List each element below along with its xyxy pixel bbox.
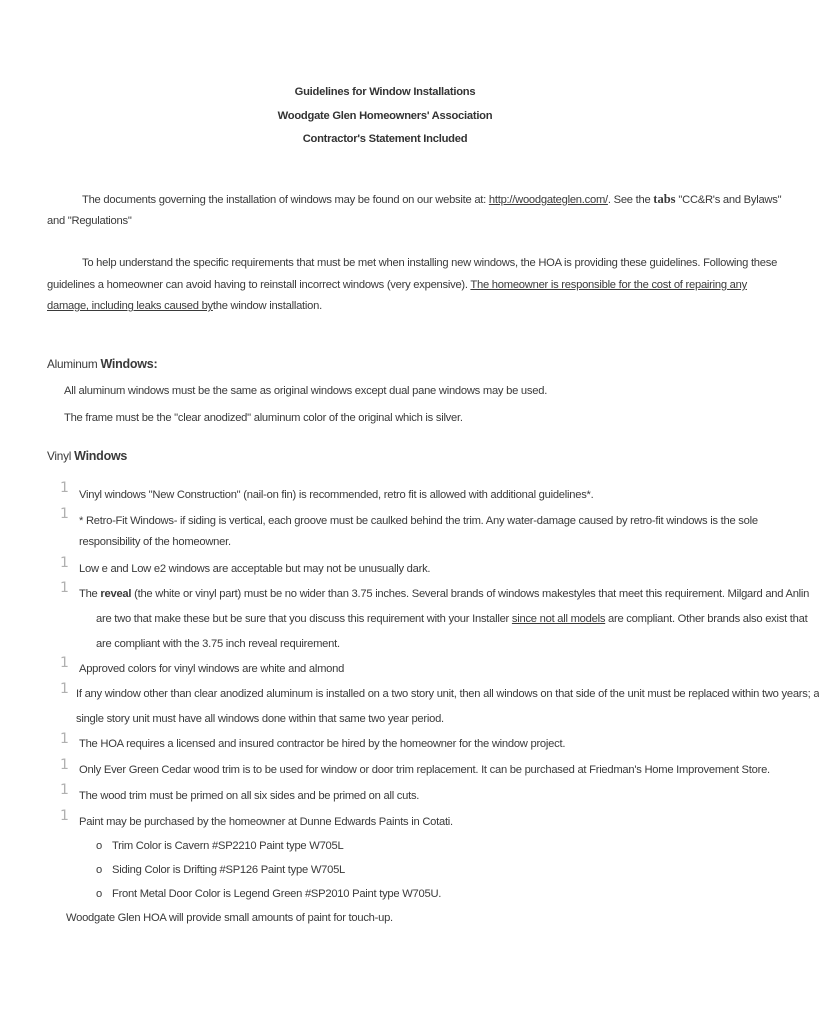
paint-siding-color: Siding Color is Drifting #SP126 Paint type W705L (112, 864, 346, 876)
intro-paragraph-1: The documents governing the installation of windows may be found on our website at: http://woodgateglen.com/. See the tabs "CC&R's and Bylaws" (82, 192, 782, 206)
vinyl-item-two-story: If any window other than clear anodized aluminum is installed on a two story unit, then all windows on that side of the unit must be replaced within two years; a (76, 688, 819, 700)
intro-paragraph-1-cont: and "Regulations" (47, 215, 132, 227)
aluminum-rule-2: The frame must be the "clear anodized" aluminum color of the original which is silver. (64, 412, 463, 424)
doc-title: Guidelines for Window Installations (294, 86, 476, 98)
vinyl-item-retrofit-cont: responsibility of the homeowner. (79, 536, 231, 548)
sub-bullet-marker: o (96, 840, 102, 852)
bullet-icon: 1 (60, 555, 69, 571)
bullet-icon: 1 (60, 808, 69, 824)
vinyl-item-wood-trim: Only Ever Green Cedar wood trim is to be used for window or door trim replacement. It can be purchased at Friedman's Home Improvement Store. (79, 764, 770, 776)
vinyl-item-reveal: The reveal (the white or vinyl part) must be no wider than 3.75 inches. Several brands of windows makestyles that meet this requirement. Milgard and Anlin (79, 588, 810, 600)
vinyl-item-low-e: Low e and Low e2 windows are acceptable but may not be unusually dark. (79, 563, 431, 575)
bullet-icon: 1 (60, 757, 69, 773)
vinyl-item-new-construction: Vinyl windows "New Construction" (nail-on fin) is recommended, retro fit is allowed with additional guidelines*. (79, 489, 594, 501)
aluminum-heading: Aluminum Windows: (47, 357, 158, 371)
bullet-icon: 1 (60, 782, 69, 798)
vinyl-item-two-story-cont: single story unit must have all windows done within that same two year period. (76, 713, 444, 725)
vinyl-item-colors: Approved colors for vinyl windows are white and almond (79, 663, 345, 675)
intro-paragraph-2-line2: guidelines a homeowner can avoid having to reinstall incorrect windows (very expensive). The homeowner is responsible for the cost of repairing any (47, 279, 747, 291)
aluminum-rule-1: All aluminum windows must be the same as original windows except dual pane windows may be used. (64, 385, 548, 397)
bullet-icon: 1 (60, 580, 69, 596)
sub-bullet-marker: o (96, 864, 102, 876)
paint-trim-color: Trim Color is Cavern #SP2210 Paint type W705L (112, 840, 344, 852)
bullet-icon: 1 (60, 480, 69, 496)
bullet-icon: 1 (60, 506, 69, 522)
doc-subtitle-hoa: Woodgate Glen Homeowners' Association (277, 110, 493, 122)
bullet-icon: 1 (60, 655, 69, 671)
bullet-icon: 1 (60, 681, 69, 697)
vinyl-item-contractor: The HOA requires a licensed and insured contractor be hired by the homeowner for the window project. (79, 738, 566, 750)
vinyl-item-reveal-cont: are two that make these but be sure that you discuss this requirement with your Installer since not all models are compliant. Other brands also exist that (96, 613, 808, 625)
touch-up-note: Woodgate Glen HOA will provide small amounts of paint for touch-up. (66, 912, 393, 924)
bullet-icon: 1 (60, 731, 69, 747)
vinyl-item-retrofit: * Retro-Fit Windows- if siding is vertical, each groove must be caulked behind the trim. Any water-damage caused by retro-fit windows is the sole (79, 515, 758, 527)
responsibility-underline: The homeowner is responsible for the cost of repairing any (470, 279, 747, 291)
tabs-word: tabs (653, 192, 676, 206)
doc-subtitle-contractor: Contractor's Statement Included (302, 133, 468, 145)
website-link[interactable]: http://woodgateglen.com/ (488, 194, 608, 206)
vinyl-heading: Vinyl Windows (47, 449, 128, 463)
intro-paragraph-2: To help understand the specific requirements that must be met when installing new windows, the HOA is providing these guidelines. Following these (82, 257, 778, 269)
vinyl-item-reveal-cont2: are compliant with the 3.75 inch reveal requirement. (96, 638, 340, 650)
vinyl-item-paint: Paint may be purchased by the homeowner at Dunne Edwards Paints in Cotati. (79, 816, 453, 828)
vinyl-item-primed: The wood trim must be primed on all six sides and be primed on all cuts. (79, 790, 420, 802)
intro-paragraph-2-line3: damage, including leaks caused bythe window installation. (47, 300, 322, 312)
sub-bullet-marker: o (96, 888, 102, 900)
paint-door-color: Front Metal Door Color is Legend Green #SP2010 Paint type W705U. (112, 888, 442, 900)
